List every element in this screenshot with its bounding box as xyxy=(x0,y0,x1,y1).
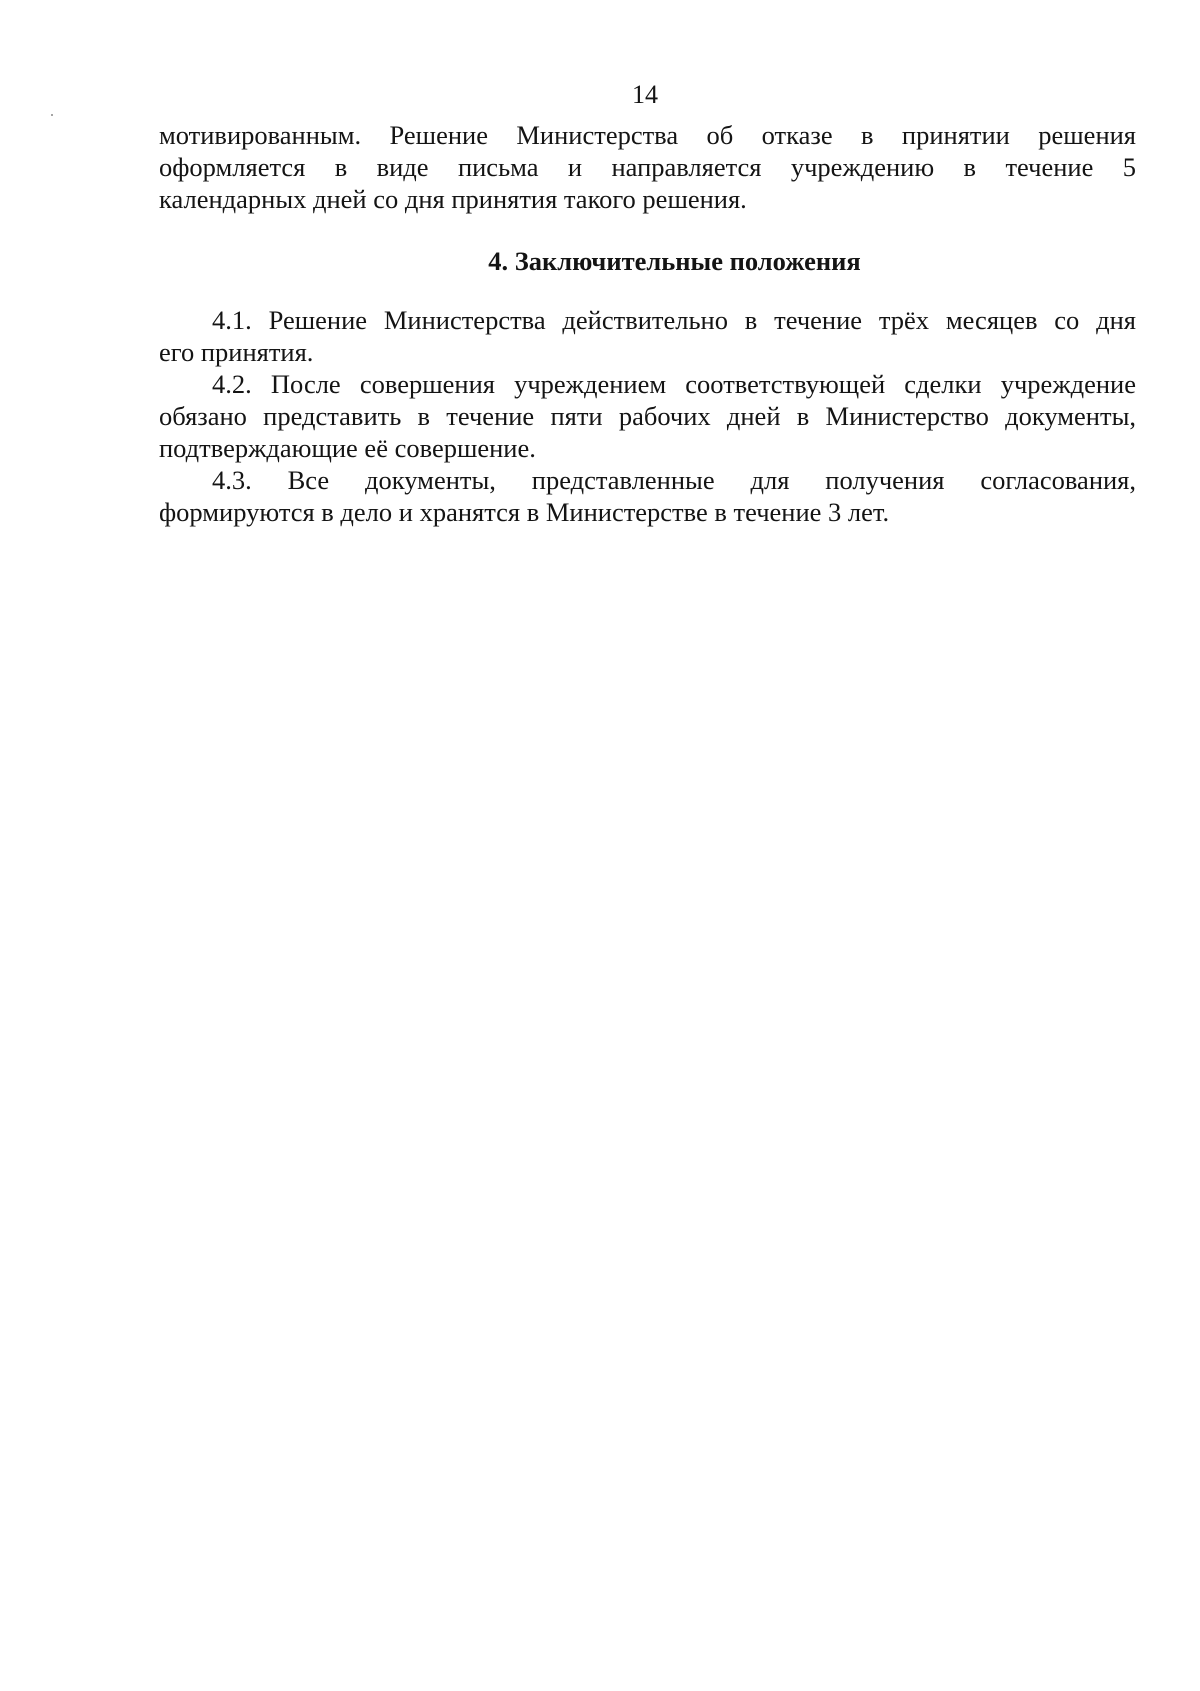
clause-4-1 xyxy=(159,304,1136,368)
clause-line: подтверждающие её совершение. xyxy=(159,433,536,463)
scan-artifact-dot xyxy=(51,114,53,116)
clause-line: 4.1. Решение Министерства действительно в течение трёх месяцев со дня xyxy=(212,305,1136,335)
document-body xyxy=(159,119,1136,528)
intro-line: оформляется в виде письма и направляется учреждению в течение 5 xyxy=(159,152,1136,182)
clause-line: 4.3. Все документы, представленные для получения согласования, xyxy=(212,465,1136,495)
clause-line: 4.2. После совершения учреждением соответствующей сделки учреждение xyxy=(212,369,1136,399)
clause-4-3 xyxy=(159,464,1136,528)
clause-4-2 xyxy=(159,368,1136,464)
intro-paragraph xyxy=(159,119,1136,215)
clause-line: формируются в дело и хранятся в Министерстве в течение 3 лет. xyxy=(159,497,890,527)
page-number: 14 xyxy=(632,80,658,109)
clause-line: его принятия. xyxy=(159,337,314,367)
intro-line: мотивированным. Решение Министерства об отказе в принятии решения xyxy=(159,120,1136,150)
section-heading: 4. Заключительные положения xyxy=(488,246,861,276)
clause-line: обязано представить в течение пяти рабочих дней в Министерство документы, xyxy=(159,401,1136,431)
intro-line: календарных дней со дня принятия такого решения. xyxy=(159,184,747,214)
